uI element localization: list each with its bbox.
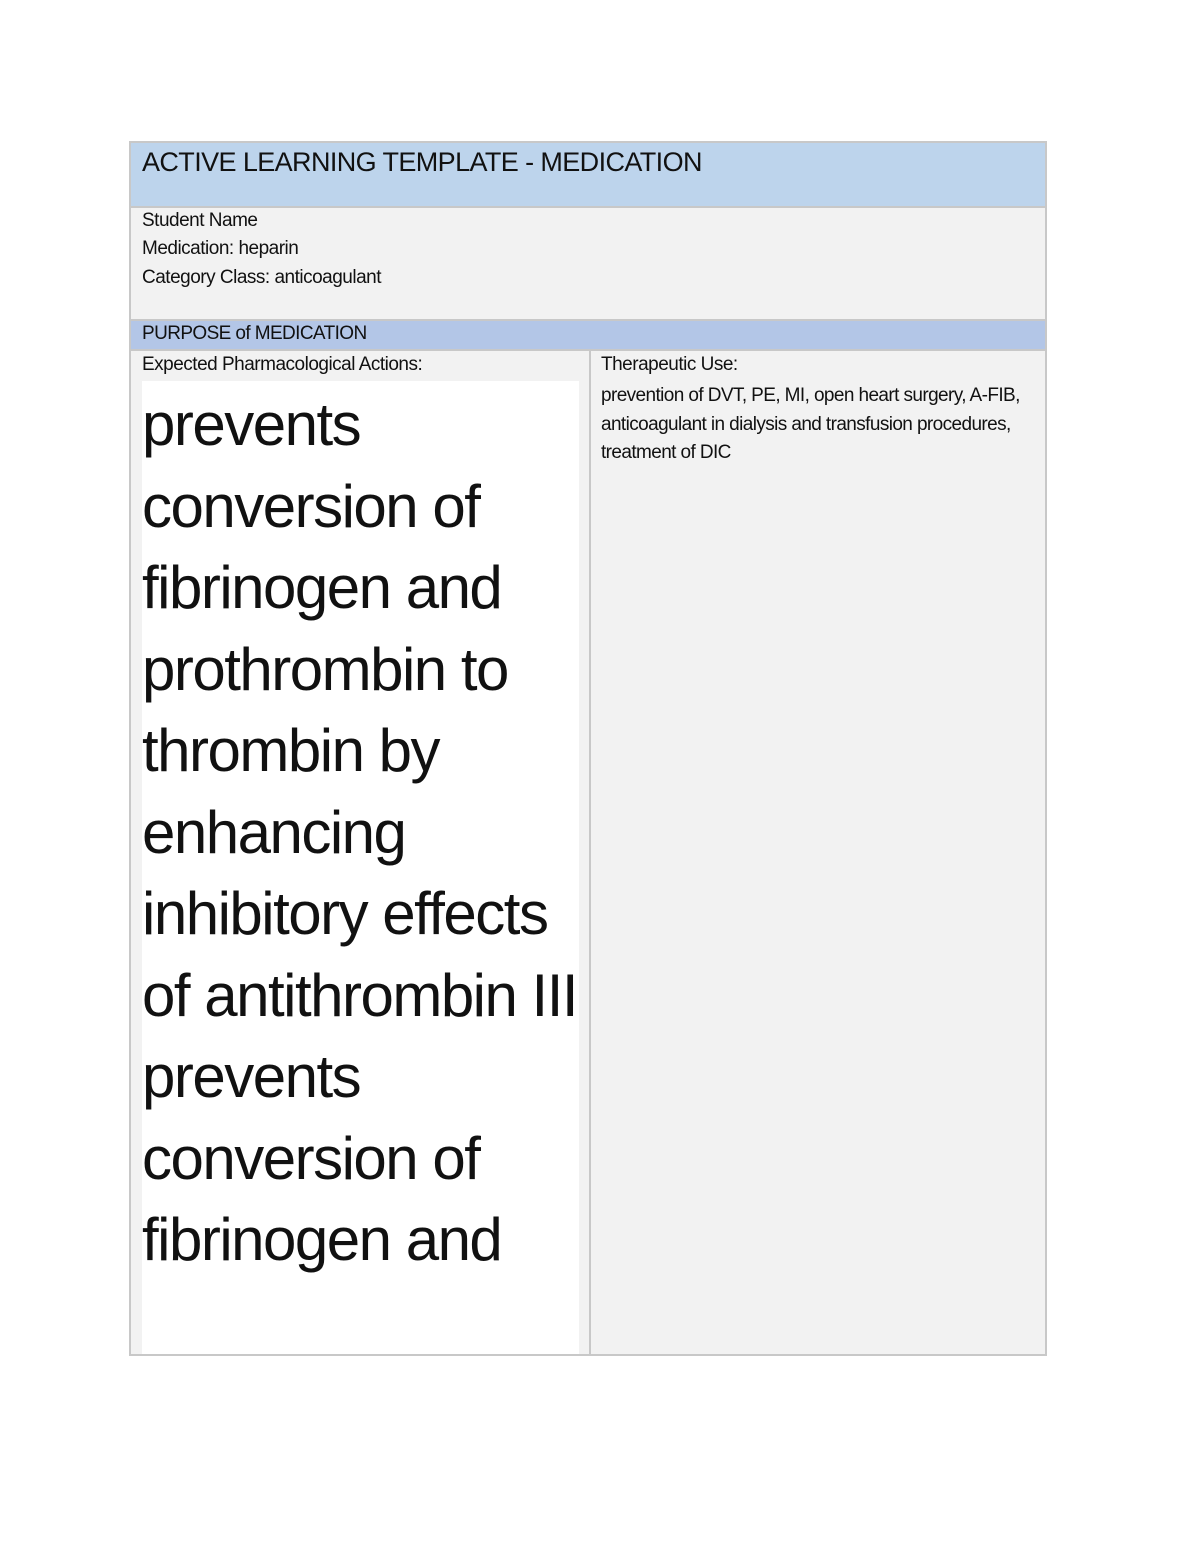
student-name-label: Student Name [142,210,258,231]
medication-line: Medication: heparin [142,238,299,259]
therapeutic-use-text[interactable]: prevention of DVT, PE, MI, open heart surgery, A-FIB, anticoagulant in dialysis and transfusion procedures, treatment of DIC [601,385,1020,463]
pharmacological-actions-field[interactable] [142,381,579,1356]
medication-template [129,141,1047,1356]
therapeutic-use-label: Therapeutic Use: [601,354,738,375]
purpose-header-bar [131,321,1045,351]
template-title: ACTIVE LEARNING TEMPLATE - MEDICATION [142,147,702,177]
pharmacological-actions-column [131,351,589,1356]
template-title-bar [131,143,1045,208]
therapeutic-use-column [591,351,1045,1356]
pharmacological-actions-label: Expected Pharmacological Actions: [142,354,423,375]
student-info-section [131,208,1045,321]
pharmacological-actions-text: prevents conversion of fibrinogen and prothrombin to thrombin by enhancing inhibitory effects of antithrombin III prevents conversion of fibrinogen and [142,391,578,1273]
purpose-header: PURPOSE of MEDICATION [142,323,367,344]
category-class-line: Category Class: anticoagulant [142,267,381,288]
